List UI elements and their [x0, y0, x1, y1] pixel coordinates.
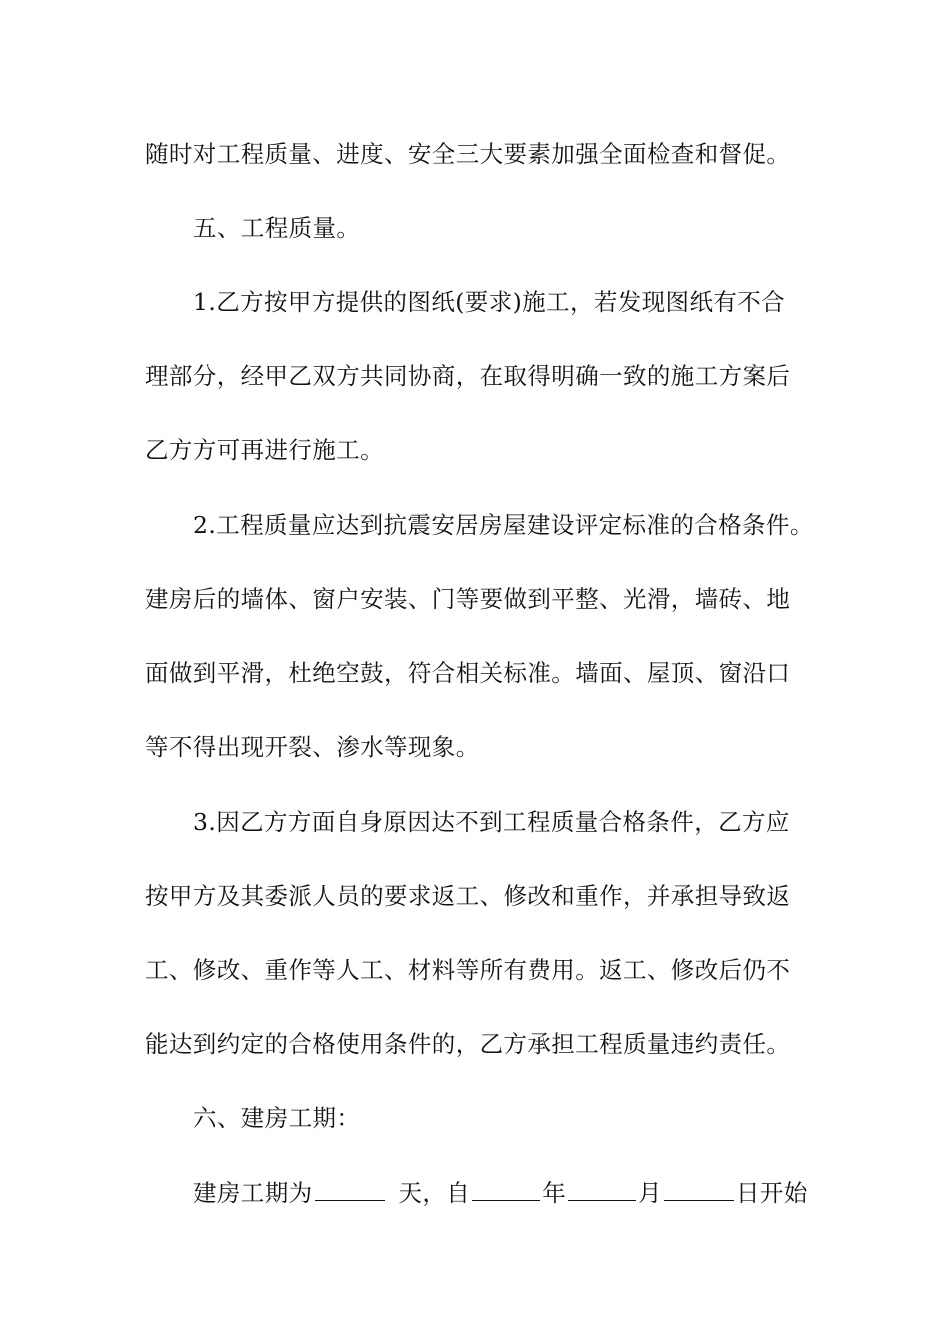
- clause-3-line-3: 工、修改、重作等人工、材料等所有费用。返工、修改后仍不: [145, 956, 791, 984]
- clause-3-line-2: 按甲方及其委派人员的要求返工、修改和重作，并承担导致返: [145, 882, 791, 910]
- clause-2-line-2: 建房后的墙体、窗户安装、门等要做到平整、光滑，墙砖、地: [145, 585, 791, 613]
- clause-2-line-3: 面做到平滑，杜绝空鼓，符合相关标准。墙面、屋顶、窗沿口: [145, 659, 791, 687]
- clause-3-line-4: 能达到约定的合格使用条件的，乙方承担工程质量违约责任。: [145, 1030, 791, 1058]
- clause-1-line-2: 理部分，经甲乙双方共同协商，在取得明确一致的施工方案后: [145, 362, 791, 390]
- period-month-suffix: 月: [638, 1179, 663, 1207]
- clause-1-line-1: 1.乙方按甲方提供的图纸(要求)施工，若发现图纸有不合: [193, 288, 786, 316]
- period-day-suffix: 日开始: [736, 1179, 808, 1207]
- clause-3-line-1: 3.因乙方方面自身原因达不到工程质量合格条件，乙方应: [193, 808, 790, 836]
- period-prefix: 建房工期为: [193, 1179, 313, 1207]
- month-blank: [568, 1174, 636, 1201]
- clause-1-line-3: 乙方方可再进行施工。: [145, 436, 384, 464]
- period-year-suffix: 年: [542, 1179, 567, 1207]
- period-days-suffix: 天，自: [398, 1179, 471, 1207]
- days-blank: [315, 1174, 385, 1201]
- text-line-1: 随时对工程质量、进度、安全三大要素加强全面检查和督促。: [145, 140, 791, 168]
- section-heading-period: 六、建房工期：: [193, 1104, 361, 1132]
- year-blank: [472, 1174, 540, 1201]
- day-blank: [664, 1174, 734, 1201]
- clause-2-line-4: 等不得出现开裂、渗水等现象。: [145, 733, 480, 761]
- construction-period-line: [193, 1173, 873, 1213]
- section-heading-quality: 五、工程质量。: [193, 214, 361, 242]
- clause-2-line-1: 2.工程质量应达到抗震安居房屋建设评定标准的合格条件。: [193, 511, 814, 539]
